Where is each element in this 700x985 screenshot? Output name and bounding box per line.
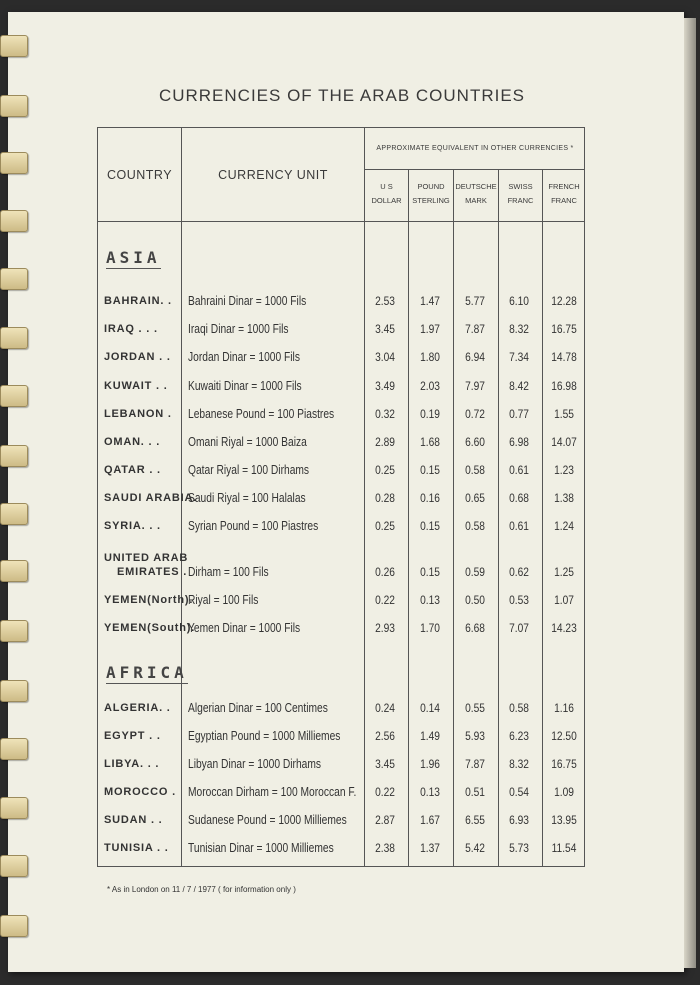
binding-ring xyxy=(0,385,28,407)
value-cell: 16.75 xyxy=(551,322,577,336)
value-cell: 6.60 xyxy=(465,435,485,449)
binding-ring xyxy=(0,268,28,290)
header-col-chf-l1: SWISS xyxy=(508,182,533,191)
country-cell: SAUDI ARABIA. xyxy=(104,492,198,504)
country-cell: SUDAN . . xyxy=(104,814,163,826)
currency-unit-cell: Tunisian Dinar = 1000 Milliemes xyxy=(188,841,334,855)
value-cell: 0.77 xyxy=(509,407,529,421)
header-divider xyxy=(364,169,584,170)
value-cell: 0.25 xyxy=(375,463,395,477)
value-cell: 5.42 xyxy=(465,841,485,855)
table-row xyxy=(97,291,585,311)
header-col-dm-l1: DEUTSCHE xyxy=(455,182,497,191)
section-africa: AFRICA xyxy=(106,663,188,682)
binding-ring xyxy=(0,327,28,349)
table-row xyxy=(97,590,585,610)
country-cell-line2: EMIRATES . xyxy=(117,566,188,578)
value-cell: 0.55 xyxy=(465,701,485,715)
country-cell: BAHRAIN. . xyxy=(104,295,172,307)
table-row xyxy=(97,552,585,582)
currency-unit-cell: Sudanese Pound = 1000 Milliemes xyxy=(188,813,347,827)
value-cell: 6.10 xyxy=(509,294,529,308)
header-col-gbp-l2: STERLING xyxy=(412,196,450,205)
currency-unit-cell: Libyan Dinar = 1000 Dirhams xyxy=(188,757,322,771)
currency-unit-cell: Riyal = 100 Fils xyxy=(188,593,259,607)
value-cell: 12.28 xyxy=(551,294,577,308)
currency-unit-cell: Jordan Dinar = 1000 Fils xyxy=(188,350,300,364)
value-cell: 0.15 xyxy=(420,565,440,579)
header-approx-equivalent: APPROXIMATE EQUIVALENT IN OTHER CURRENCIES * xyxy=(376,145,574,152)
currency-unit-cell: Egyptian Pound = 1000 Milliemes xyxy=(188,729,341,743)
value-cell: 0.19 xyxy=(420,407,440,421)
table-row xyxy=(97,404,585,424)
table-row xyxy=(97,376,585,396)
currency-unit-cell: Dirham = 100 Fils xyxy=(188,565,269,579)
value-cell: 2.87 xyxy=(375,813,395,827)
country-cell: SYRIA. . . xyxy=(104,520,161,532)
currency-unit-cell: Bahraini Dinar = 1000 Fils xyxy=(188,294,307,308)
value-cell: 0.24 xyxy=(375,701,395,715)
binding-ring xyxy=(0,620,28,642)
country-cell: TUNISIA . . xyxy=(104,842,169,854)
binding-ring xyxy=(0,210,28,232)
value-cell: 2.38 xyxy=(375,841,395,855)
country-cell: EGYPT . . xyxy=(104,730,161,742)
currency-unit-cell: Qatar Riyal = 100 Dirhams xyxy=(188,463,310,477)
value-cell: 0.13 xyxy=(420,785,440,799)
value-cell: 0.13 xyxy=(420,593,440,607)
value-cell: 13.95 xyxy=(551,813,577,827)
binding-ring xyxy=(0,738,28,760)
header-col-chf xyxy=(499,180,542,208)
table-row xyxy=(97,516,585,536)
value-cell: 1.67 xyxy=(420,813,440,827)
header-col-frf-l1: FRENCH xyxy=(548,182,580,191)
value-cell: 1.09 xyxy=(554,785,574,799)
country-cell: UNITED ARAB xyxy=(104,552,189,564)
value-cell: 1.23 xyxy=(554,463,574,477)
value-cell: 1.68 xyxy=(420,435,440,449)
table-row xyxy=(97,698,585,718)
value-cell: 7.97 xyxy=(465,379,485,393)
value-cell: 1.70 xyxy=(420,621,440,635)
header-col-chf-l2: FRANC xyxy=(507,196,534,205)
value-cell: 2.03 xyxy=(420,379,440,393)
value-cell: 14.23 xyxy=(551,621,577,635)
header-col-usd-l1: U S xyxy=(380,182,393,191)
value-cell: 6.23 xyxy=(509,729,529,743)
table-row xyxy=(97,782,585,802)
value-cell: 1.55 xyxy=(554,407,574,421)
value-cell: 0.51 xyxy=(465,785,485,799)
header-country: COUNTRY xyxy=(106,168,173,182)
binding-ring xyxy=(0,152,28,174)
value-cell: 0.22 xyxy=(375,593,395,607)
value-cell: 0.61 xyxy=(509,463,529,477)
currency-unit-cell: Lebanese Pound = 100 Piastres xyxy=(188,407,335,421)
value-cell: 0.54 xyxy=(509,785,529,799)
header-col-usd xyxy=(365,180,408,208)
value-cell: 11.54 xyxy=(551,841,577,855)
value-cell: 0.25 xyxy=(375,519,395,533)
currency-unit-cell: Saudi Riyal = 100 Halalas xyxy=(188,491,306,505)
table-row xyxy=(97,460,585,480)
value-cell: 12.50 xyxy=(551,729,577,743)
value-cell: 0.68 xyxy=(509,491,529,505)
binding-ring xyxy=(0,445,28,467)
binding-ring xyxy=(0,797,28,819)
value-cell: 0.58 xyxy=(465,519,485,533)
value-cell: 1.37 xyxy=(420,841,440,855)
value-cell: 1.80 xyxy=(420,350,440,364)
currency-unit-cell: Kuwaiti Dinar = 1000 Fils xyxy=(188,379,302,393)
header-col-dm-l2: MARK xyxy=(465,196,487,205)
currency-unit-cell: Moroccan Dirham = 100 Moroccan F. xyxy=(188,785,357,799)
currency-unit-cell: Algerian Dinar = 100 Centimes xyxy=(188,701,328,715)
value-cell: 0.14 xyxy=(420,701,440,715)
country-cell: LEBANON . xyxy=(104,408,172,420)
value-cell: 0.15 xyxy=(420,519,440,533)
currency-unit-cell: Syrian Pound = 100 Piastres xyxy=(188,519,319,533)
value-cell: 7.87 xyxy=(465,757,485,771)
page-edge xyxy=(684,18,696,968)
country-cell: IRAQ . . . xyxy=(104,323,158,335)
table-row xyxy=(97,618,585,638)
country-cell: YEMEN(South). xyxy=(104,622,196,634)
value-cell: 1.49 xyxy=(420,729,440,743)
header-col-dm xyxy=(454,180,498,208)
value-cell: 1.38 xyxy=(554,491,574,505)
country-cell: YEMEN(North). xyxy=(104,594,194,606)
value-cell: 14.07 xyxy=(551,435,577,449)
country-cell: KUWAIT . . xyxy=(104,380,168,392)
value-cell: 2.53 xyxy=(375,294,395,308)
value-cell: 8.32 xyxy=(509,757,529,771)
value-cell: 6.98 xyxy=(509,435,529,449)
value-cell: 16.75 xyxy=(551,757,577,771)
value-cell: 0.26 xyxy=(375,565,395,579)
value-cell: 2.89 xyxy=(375,435,395,449)
country-cell: OMAN. . . xyxy=(104,436,161,448)
table-row xyxy=(97,347,585,367)
header-col-usd-l2: DOLLAR xyxy=(371,196,402,205)
value-cell: 6.68 xyxy=(465,621,485,635)
value-cell: 1.47 xyxy=(420,294,440,308)
value-cell: 7.87 xyxy=(465,322,485,336)
value-cell: 8.42 xyxy=(509,379,529,393)
value-cell: 0.28 xyxy=(375,491,395,505)
country-cell: MOROCCO . xyxy=(104,786,176,798)
country-cell: LIBYA. . . xyxy=(104,758,160,770)
value-cell: 0.58 xyxy=(465,463,485,477)
value-cell: 3.04 xyxy=(375,350,395,364)
value-cell: 0.59 xyxy=(465,565,485,579)
binding-ring xyxy=(0,855,28,877)
value-cell: 1.96 xyxy=(420,757,440,771)
value-cell: 0.50 xyxy=(465,593,485,607)
value-cell: 14.78 xyxy=(551,350,577,364)
value-cell: 5.77 xyxy=(465,294,485,308)
currency-unit-cell: Iraqi Dinar = 1000 Fils xyxy=(188,322,289,336)
value-cell: 5.73 xyxy=(509,841,529,855)
value-cell: 1.16 xyxy=(554,701,574,715)
value-cell: 0.61 xyxy=(509,519,529,533)
value-cell: 5.93 xyxy=(465,729,485,743)
value-cell: 3.45 xyxy=(375,322,395,336)
binding-ring xyxy=(0,915,28,937)
value-cell: 0.53 xyxy=(509,593,529,607)
value-cell: 1.25 xyxy=(554,565,574,579)
header-col-frf-l2: FRANC xyxy=(551,196,577,205)
value-cell: 0.62 xyxy=(509,565,529,579)
binding-ring xyxy=(0,503,28,525)
value-cell: 1.97 xyxy=(420,322,440,336)
header-bottom-line xyxy=(98,221,584,222)
table-row xyxy=(97,754,585,774)
table-row xyxy=(97,726,585,746)
header-col-gbp xyxy=(409,180,453,208)
table-row xyxy=(97,319,585,339)
value-cell: 0.65 xyxy=(465,491,485,505)
value-cell: 7.07 xyxy=(509,621,529,635)
value-cell: 0.22 xyxy=(375,785,395,799)
value-cell: 0.15 xyxy=(420,463,440,477)
value-cell: 2.56 xyxy=(375,729,395,743)
value-cell: 0.58 xyxy=(509,701,529,715)
header-currency-unit: CURRENCY UNIT xyxy=(218,168,328,182)
table-row xyxy=(97,838,585,858)
country-cell: QATAR . . xyxy=(104,464,161,476)
footnote: * As in London on 11 / 7 / 1977 ( for information only ) xyxy=(107,885,296,894)
section-asia: ASIA xyxy=(106,248,161,267)
page-title: CURRENCIES OF THE ARAB COUNTRIES xyxy=(158,86,526,105)
country-cell: ALGERIA. . xyxy=(104,702,171,714)
value-cell: 6.55 xyxy=(465,813,485,827)
value-cell: 3.49 xyxy=(375,379,395,393)
country-cell: JORDAN . . xyxy=(104,351,171,363)
value-cell: 7.34 xyxy=(509,350,529,364)
value-cell: 3.45 xyxy=(375,757,395,771)
binding-ring xyxy=(0,560,28,582)
value-cell: 0.32 xyxy=(375,407,395,421)
currency-unit-cell: Omani Riyal = 1000 Baiza xyxy=(188,435,307,449)
value-cell: 6.93 xyxy=(509,813,529,827)
binding-ring xyxy=(0,35,28,57)
value-cell: 16.98 xyxy=(551,379,577,393)
table-row xyxy=(97,432,585,452)
header-col-gbp-l1: POUND xyxy=(417,182,445,191)
currency-unit-cell: Yemen Dinar = 1000 Fils xyxy=(188,621,301,635)
header-col-frf xyxy=(543,180,585,208)
value-cell: 0.72 xyxy=(465,407,485,421)
binding-ring xyxy=(0,680,28,702)
value-cell: 2.93 xyxy=(375,621,395,635)
value-cell: 8.32 xyxy=(509,322,529,336)
value-cell: 1.07 xyxy=(554,593,574,607)
table-row xyxy=(97,810,585,830)
value-cell: 0.16 xyxy=(420,491,440,505)
value-cell: 1.24 xyxy=(554,519,574,533)
value-cell: 6.94 xyxy=(465,350,485,364)
table-row xyxy=(97,488,585,508)
